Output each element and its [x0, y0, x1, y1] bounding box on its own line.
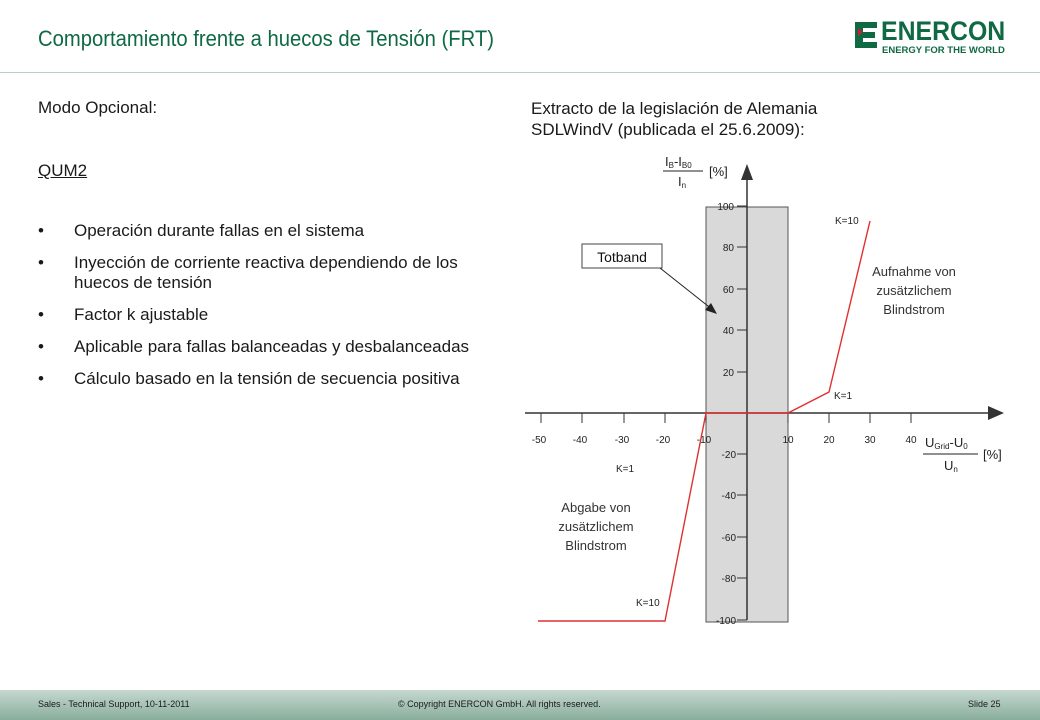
footer-slide-number: Slide 25	[968, 699, 1001, 709]
deadband-callout-pointer	[660, 268, 713, 310]
y-tick-label: 100	[717, 202, 734, 213]
x-tick-label: 30	[864, 435, 876, 446]
k-label-lower-steep: K=10	[636, 598, 660, 609]
logo-tagline: ENERGY FOR THE WORLD	[882, 45, 1005, 56]
characteristic-curve	[538, 221, 870, 621]
svg-text:Un	[944, 458, 958, 474]
qum2-subtitle: QUM2	[38, 161, 88, 180]
y-tick-label: -60	[721, 533, 736, 544]
list-item-text: Operación durante fallas en el sistema	[74, 221, 365, 240]
y-label-num-b-sub: B0	[681, 161, 692, 170]
y-tick-label: -40	[721, 491, 736, 502]
list-item	[38, 253, 508, 293]
x-tick-label: 10	[782, 435, 794, 446]
feature-list	[38, 221, 508, 389]
list-item-text: Inyección de corriente reactiva dependiendo de los huecos de tensión	[74, 253, 458, 292]
slide-title: Comportamiento frente a huecos de Tensión (FRT)	[38, 26, 495, 51]
bullet-icon: •	[38, 305, 44, 324]
footer-left: Sales - Technical Support, 10-11-2011	[38, 699, 190, 709]
list-item	[38, 221, 508, 241]
region-lower-line: Blindstrom	[565, 538, 627, 553]
region-upper-line: zusätzlichem	[876, 283, 952, 298]
svg-text:UGrid-U0	[925, 435, 968, 451]
list-item-text: Factor k ajustable	[74, 305, 209, 324]
x-axis-label	[923, 435, 1002, 474]
k-label-lower-flat: K=1	[616, 464, 635, 475]
enercon-logo-mark-icon	[855, 22, 877, 48]
x-tick-label: -50	[531, 435, 547, 446]
enercon-logo	[855, 18, 1015, 58]
region-lower-line: zusätzlichem	[558, 519, 634, 534]
y-label-unit: [%]	[709, 164, 728, 179]
logo-wordmark: ENERCON	[881, 16, 1006, 46]
x-label-unit: [%]	[983, 447, 1002, 462]
footer-copyright: © Copyright ENERCON GmbH. All rights reserved.	[398, 699, 601, 709]
bullet-icon: •	[38, 253, 44, 272]
svg-text:IB-IB0	[665, 154, 692, 170]
frt-diagram	[500, 150, 1020, 640]
x-tick-label: -30	[614, 435, 630, 446]
y-tick-label: -80	[721, 574, 736, 585]
k-label-upper-flat: K=1	[834, 391, 853, 402]
left-column	[38, 98, 508, 401]
deadband-callout-label: Totband	[597, 249, 647, 265]
x-tick-label: 20	[823, 435, 835, 446]
y-tick-label: -20	[721, 450, 736, 461]
y-tick-label: 80	[722, 243, 734, 254]
y-label-den: I	[678, 174, 682, 189]
region-upper-line: Aufnahme von	[872, 264, 956, 279]
list-item	[38, 337, 508, 357]
bullet-icon: •	[38, 337, 44, 356]
x-label-den-sub: n	[953, 465, 958, 474]
legislation-heading-line2: SDLWindV (publicada el 25.6.2009):	[531, 120, 805, 139]
x-label-den: U	[944, 458, 954, 473]
region-upper-line: Blindstrom	[883, 302, 945, 317]
x-axis-arrow-icon	[988, 406, 1004, 420]
mode-label: Modo Opcional:	[38, 98, 158, 117]
bullet-icon: •	[38, 369, 44, 388]
k-label-upper-steep: K=10	[835, 216, 859, 227]
footer-bar	[0, 690, 1040, 720]
x-label-num-b: -U	[949, 435, 964, 450]
y-axis-arrow-icon	[741, 164, 753, 180]
y-tick-label: 60	[722, 285, 734, 296]
legislation-heading-line1: Extracto de la legislación de Alemania	[531, 99, 818, 118]
x-label-num-a: U	[925, 435, 935, 450]
list-item	[38, 369, 508, 389]
y-axis-label	[663, 154, 728, 190]
title-divider	[0, 72, 1040, 73]
list-item-text: Aplicable para fallas balanceadas y desbalanceadas	[74, 337, 470, 356]
bullet-icon: •	[38, 221, 44, 240]
legislation-heading	[531, 98, 1011, 140]
y-label-den-sub: n	[681, 181, 687, 190]
y-label-num-b: -I	[673, 154, 682, 169]
x-label-num-a-sub: Grid	[934, 442, 950, 451]
y-tick-label: 40	[722, 326, 734, 337]
frt-diagram-svg	[500, 150, 1020, 635]
x-tick-label: -40	[572, 435, 588, 446]
x-tick-label: -10	[696, 435, 712, 446]
x-label-num-b-sub: 0	[963, 442, 968, 451]
x-tick-label: 40	[905, 435, 917, 446]
y-label-num-a-sub: B	[668, 161, 674, 170]
svg-text:In	[678, 174, 686, 190]
x-tick-label: -20	[655, 435, 671, 446]
list-item	[38, 305, 508, 325]
list-item-text: Cálculo basado en la tensión de secuencia positiva	[74, 369, 460, 388]
region-lower-line: Abgabe von	[561, 500, 631, 515]
y-label-num-a: I	[665, 154, 669, 169]
y-tick-label: -100	[715, 616, 736, 627]
y-tick-label: 20	[722, 368, 734, 379]
